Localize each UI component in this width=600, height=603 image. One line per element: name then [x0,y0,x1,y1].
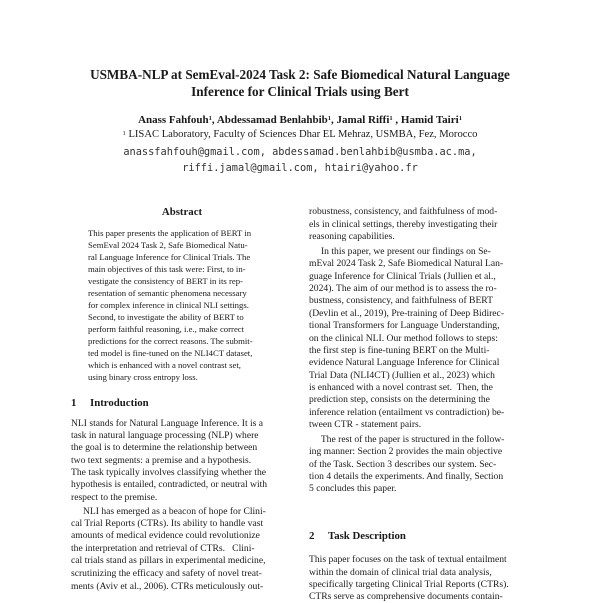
body-line: prediction step, consists on the determining the [309,394,490,405]
body-line: tween CTR - statement pairs. [309,419,422,430]
body-line: within the domain of clinical trial data analysis, [309,567,492,578]
body-line: els in clinical settings, thereby investigating their [309,219,498,230]
body-line: robustness, consistency, and faithfulness of mod- [309,206,498,217]
body-line: evidence Natural Language Inference for Clinical [309,357,500,368]
body-line: of the Task. Section 3 describes our system. Sec- [309,459,497,470]
body-line: the first step is fine-tuning BERT on the Multi- [309,345,490,356]
section-title: Introduction [90,397,149,409]
abstract-line: ral Language Inference for Clinical Trials. The [88,252,251,262]
body-line: respect to the premise. [71,492,158,503]
body-line: NLI has emerged as a beacon of hope for Clini- [71,506,266,517]
body-line: tional Transformers for Language Understanding, [309,320,500,331]
body-line: (Devlin et al., 2019), Pre-training of Deep Bidirec- [309,308,505,319]
abstract-line: resentation of semantic phenomena necessary [88,288,247,298]
title-line-2: Inference for Clinical Trials using Bert [191,84,409,99]
title-line-1: USMBA-NLP at SemEval-2024 Task 2: Safe Biomedical Natural Language [90,67,510,82]
body-line: the goal is to determine the relationship between [71,442,258,453]
section-1-heading [71,396,149,410]
author-affiliation-mark: 1 [458,115,462,122]
abstract-line: ted model is fine-tuned on the NLI4CT dataset, [88,348,253,358]
body-line: scrutinizing the efficacy and safety of novel treat- [71,568,262,579]
body-line: NLI stands for Natural Language Inference. It is a [71,418,264,429]
body-line: This paper focuses on the task of textual entailment [309,554,507,565]
affiliation-mark: 1 [122,130,126,137]
affiliation [40,128,560,142]
abstract-line: Second, to investigate the ability of BERT to [88,312,244,322]
abstract-line: vestigate the consistency of BERT in its rep- [88,276,243,286]
body-line: cal Trial Reports (CTRs). Its ability to handle vast [71,518,264,529]
body-line: on the clinical NLI. Our method follows to steps: [309,333,498,344]
body-line: The rest of the paper is structured in the follow- [309,434,505,445]
author-list: Anass Fahfouh$^1$, Abdessamad Benlahbib$^1$, Jamal Riffi$^1$ , Hamid Tairi$^1$ [138,114,462,126]
affiliation-text: LISAC Laboratory, Faculty of Sciences Dhar EL Mehraz, USMBA, Fez, Morocco [128,129,478,140]
abstract-line: using binary cross entropy loss. [88,372,198,382]
body-line: cal trials stand as pillars in experimental medicine, [71,555,266,566]
body-line: 2024). The aim of our method is to assess the ro- [309,283,497,294]
section-number: 2 [309,530,315,542]
body-line: In this paper, we present our findings on Se- [309,246,491,257]
abstract-line: main objectives of this task were: First, to in- [88,264,246,274]
body-line: bustness, consistency, and faithfulness of BERT [309,295,493,306]
body-line: guage Inference for Clinical Trials (Jullien et al., [309,271,496,282]
paper-title [40,66,560,100]
body-line: Trial Data (NLI4CT) (Jullien et al., 2023) which [309,370,495,381]
body-line: hypothesis is entailed, contradicted, or neutral with [71,479,268,490]
section-2-heading [309,529,406,543]
email-line-2[interactable]: riffi.jamal@gmail.com, htairi@yahoo.fr [182,162,418,174]
body-line: amounts of medical evidence could revolutionize [71,530,260,541]
section-number: 1 [71,397,77,409]
author-affiliation-mark: 1 [208,115,212,122]
author-affiliation-mark: 1 [327,115,332,122]
body-line: inference relation (entailment vs contradiction) be- [309,407,505,418]
abstract-line: This paper presents the application of BERT in [88,228,252,238]
abstract-line: which is enhanced with a novel contrast set, [88,360,241,370]
abstract-line: SemEval 2024 Task 2, Safe Biomedical Natu- [88,240,248,250]
email-line-1[interactable]: anassfahfouh@gmail.com, abdessamad.benlahbib@usmba.ac.ma, [123,146,477,158]
body-line: the interpretation and retrieval of CTRs. Clini- [71,543,255,554]
author-name: Jamal Riffi [336,114,390,126]
body-line: tion 4 details the experiments. And finally, Section [309,471,504,482]
abstract-heading: Abstract [161,206,203,218]
author-name: Hamid Tairi [400,114,459,126]
body-line: two text segments: a premise and a hypothesis. [71,455,252,466]
abstract-line: for complex inference in clinical NLI settings. [88,300,249,310]
section-title: Task Description [328,530,406,542]
body-line: ing manner: Section 2 provides the main objective [309,446,503,457]
body-line: task in natural language processing (NLP) where [71,430,259,441]
abstract-line: perform faithful reasoning, i.e., make correct [88,324,245,334]
body-line: ments (Aviv et al., 2006). CTRs meticulously out- [71,581,264,592]
body-line: is enhanced with a novel contrast set. Then, the [309,382,493,393]
abstract-line: predictions for the correct reasons. The submit- [88,336,253,346]
body-line: specifically targeting Clinical Trial Reports (CTRs). [309,579,509,590]
author-affiliation-mark: 1 [389,115,393,122]
body-line: The task typically involves classifying whether the [71,467,267,478]
author-name: Abdessamad Benlahbib [216,114,328,126]
body-line: mEval 2024 Task 2, Safe Biomedical Natural Lan- [309,258,504,269]
body-line: reasoning capabilities. [309,231,395,242]
body-line: 5 concludes this paper. [309,483,397,494]
body-line: CTRs serve as comprehensive documents contain- [309,591,503,602]
author-name: Anass Fahfouh [138,114,209,126]
